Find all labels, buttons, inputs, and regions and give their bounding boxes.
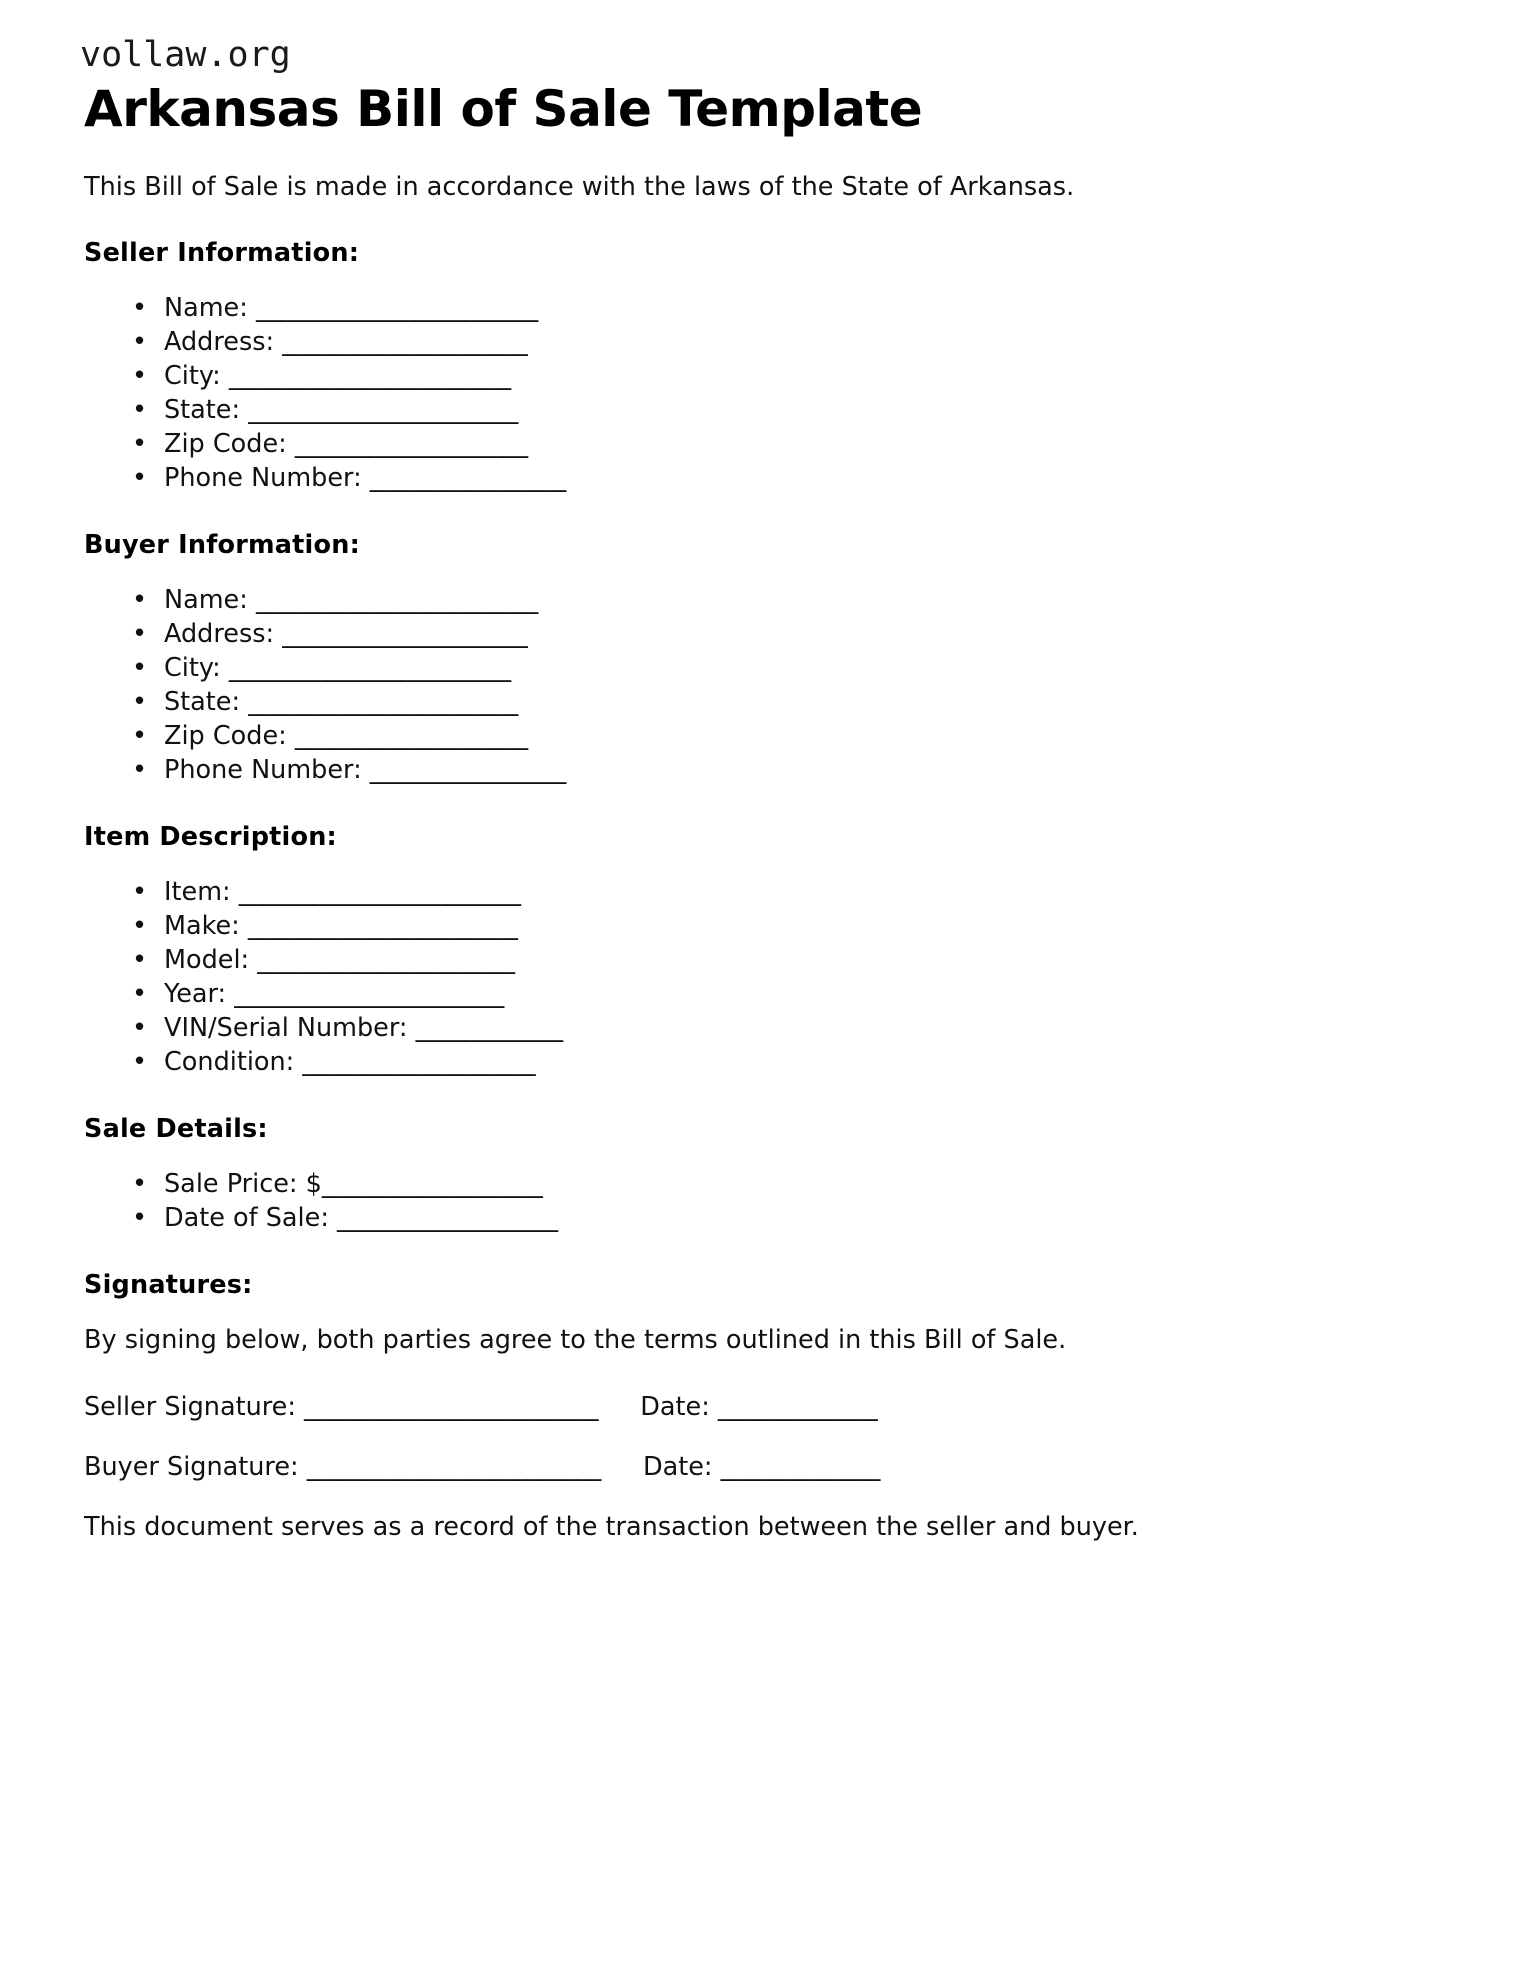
list-item: [124, 909, 1410, 943]
intro-paragraph: This Bill of Sale is made in accordance with the laws of the State of Arkansas.: [84, 172, 1075, 202]
field-blank[interactable]: ____________________: [282, 619, 528, 649]
list-item: [124, 1167, 1410, 1201]
list-item: [124, 651, 1410, 685]
site-brand: vollaw.org: [80, 35, 291, 75]
field-blank[interactable]: ______________________: [247, 911, 518, 941]
field-label: Zip Code:: [164, 721, 287, 751]
field-label: VIN/Serial Number:: [164, 1013, 408, 1043]
field-blank[interactable]: _______________________: [255, 293, 538, 323]
field-label: Phone Number:: [164, 463, 362, 493]
seller-date-label: Date:: [640, 1392, 710, 1422]
field-label: City:: [164, 653, 221, 683]
field-blank[interactable]: _______________________: [228, 361, 511, 391]
list-item: [124, 1045, 1410, 1079]
list-item: [124, 393, 1410, 427]
section-heading-seller-information: Seller Information:: [84, 238, 360, 268]
field-blank[interactable]: __________________: [337, 1203, 558, 1233]
field-blank[interactable]: _______________________: [238, 877, 521, 907]
field-blank[interactable]: ____________________: [282, 327, 528, 357]
buyer-signature-line: [80, 1450, 1410, 1484]
field-label: State:: [164, 395, 241, 425]
list-item: [124, 427, 1410, 461]
field-label: Item:: [164, 877, 231, 907]
document-content: [80, 34, 1410, 1544]
field-list-buyer-information: [80, 583, 1410, 787]
list-item: [124, 719, 1410, 753]
closing-paragraph: This document serves as a record of the transaction between the seller and buyer.: [84, 1512, 1139, 1542]
seller-date-blank[interactable]: _____________: [717, 1392, 878, 1422]
field-label: Sale Price: $: [164, 1169, 322, 1199]
field-label: Year:: [164, 979, 227, 1009]
list-item: [124, 461, 1410, 495]
field-blank[interactable]: ______________________: [248, 687, 518, 717]
field-blank[interactable]: ___________________: [294, 721, 528, 751]
list-item: [124, 977, 1410, 1011]
field-list-sale-details: [80, 1167, 1410, 1235]
field-list-item-description: [80, 875, 1410, 1079]
list-item: [124, 325, 1410, 359]
field-blank[interactable]: _____________________: [257, 945, 515, 975]
section-heading-buyer-information: Buyer Information:: [84, 530, 360, 560]
field-label: Phone Number:: [164, 755, 362, 785]
buyer-signature-blank[interactable]: ________________________: [306, 1452, 601, 1482]
list-item: [124, 1011, 1410, 1045]
field-blank[interactable]: ___________________: [302, 1047, 536, 1077]
buyer-date-blank[interactable]: _____________: [720, 1452, 880, 1482]
field-blank[interactable]: _______________________: [228, 653, 511, 683]
seller-signature-blank[interactable]: ________________________: [304, 1392, 599, 1422]
page-title: Arkansas Bill of Sale Template: [84, 80, 923, 138]
seller-signature-line: [80, 1390, 1410, 1424]
list-item: [124, 753, 1410, 787]
field-blank[interactable]: _______________________: [255, 585, 538, 615]
list-item: [124, 685, 1410, 719]
field-label: City:: [164, 361, 221, 391]
list-item: [124, 617, 1410, 651]
list-item: [124, 1201, 1410, 1235]
section-heading-sale-details: Sale Details:: [84, 1114, 268, 1144]
field-label: Address:: [164, 619, 275, 649]
field-label: Name:: [164, 585, 248, 615]
field-blank[interactable]: ______________________: [234, 979, 504, 1009]
field-label: Condition:: [164, 1047, 295, 1077]
list-item: [124, 875, 1410, 909]
section-heading-signatures: Signatures:: [84, 1270, 253, 1300]
field-label: Make:: [164, 911, 240, 941]
list-item: [124, 583, 1410, 617]
field-blank[interactable]: ______________________: [248, 395, 518, 425]
field-label: State:: [164, 687, 241, 717]
list-item: [124, 291, 1410, 325]
field-blank[interactable]: ____________: [415, 1013, 563, 1043]
list-item: [124, 943, 1410, 977]
field-label: Model:: [164, 945, 250, 975]
field-label: Zip Code:: [164, 429, 287, 459]
buyer-signature-label: Buyer Signature:: [84, 1452, 299, 1482]
buyer-date-label: Date:: [642, 1452, 713, 1482]
field-blank[interactable]: __________________: [321, 1169, 543, 1199]
field-blank[interactable]: ________________: [369, 755, 566, 785]
section-heading-item-description: Item Description:: [84, 822, 337, 852]
field-blank[interactable]: ___________________: [294, 429, 528, 459]
field-list-seller-information: [80, 291, 1410, 495]
field-label: Address:: [164, 327, 275, 357]
list-item: [124, 359, 1410, 393]
field-label: Date of Sale:: [164, 1203, 329, 1233]
field-label: Name:: [164, 293, 248, 323]
field-blank[interactable]: ________________: [369, 463, 566, 493]
signatures-intro-paragraph: By signing below, both parties agree to the terms outlined in this Bill of Sale.: [84, 1325, 1067, 1355]
seller-signature-label: Seller Signature:: [84, 1392, 296, 1422]
